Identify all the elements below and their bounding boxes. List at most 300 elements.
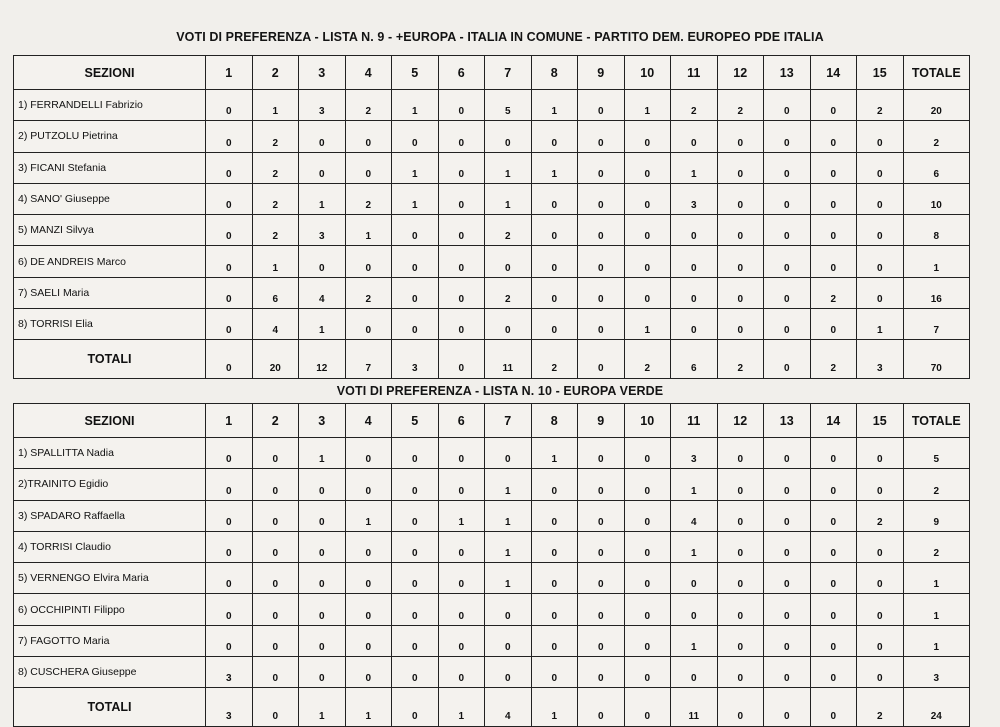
- header-section-6: 6: [438, 56, 485, 90]
- vote-cell: 0: [299, 500, 346, 531]
- header-section-2: 2: [252, 404, 299, 438]
- section-total: 3: [857, 340, 904, 379]
- section-total: 0: [252, 688, 299, 727]
- vote-cell: 1: [857, 309, 904, 340]
- vote-cell: 0: [810, 625, 857, 656]
- table-row: [14, 531, 970, 562]
- candidate-total: 3: [903, 657, 970, 688]
- vote-cell: 0: [438, 469, 485, 500]
- vote-cell: 0: [299, 563, 346, 594]
- header-section-10: 10: [624, 56, 671, 90]
- vote-cell: 0: [206, 215, 253, 246]
- section-total: 0: [764, 688, 811, 727]
- vote-cell: 0: [299, 594, 346, 625]
- vote-cell: 0: [392, 215, 439, 246]
- vote-cell: 0: [857, 657, 904, 688]
- vote-cell: 0: [810, 121, 857, 152]
- vote-cell: 0: [299, 625, 346, 656]
- vote-cell: 0: [438, 183, 485, 214]
- vote-cell: 0: [671, 594, 718, 625]
- vote-cell: 1: [671, 625, 718, 656]
- vote-cell: 0: [299, 246, 346, 277]
- vote-cell: 0: [624, 594, 671, 625]
- candidate-total: 1: [903, 563, 970, 594]
- header-totale: TOTALE: [903, 404, 970, 438]
- vote-cell: 0: [857, 594, 904, 625]
- vote-cell: 0: [299, 121, 346, 152]
- candidate-name: 7) FAGOTTO Maria: [14, 625, 206, 656]
- vote-cell: 2: [717, 90, 764, 121]
- section-total: 1: [345, 688, 392, 727]
- totals-label: TOTALI: [14, 688, 206, 727]
- vote-cell: 0: [578, 438, 625, 469]
- vote-cell: 1: [531, 152, 578, 183]
- candidate-name: 3) SPADARO Raffaella: [14, 500, 206, 531]
- candidate-total: 1: [903, 625, 970, 656]
- candidate-name: 4) TORRISI Claudio: [14, 531, 206, 562]
- vote-cell: 0: [857, 438, 904, 469]
- header-section-13: 13: [764, 404, 811, 438]
- table-row: [14, 469, 970, 500]
- table-row: [14, 277, 970, 308]
- vote-cell: 0: [206, 183, 253, 214]
- vote-cell: 0: [485, 438, 532, 469]
- vote-cell: 1: [299, 309, 346, 340]
- vote-cell: 0: [624, 625, 671, 656]
- candidate-total: 9: [903, 500, 970, 531]
- header-section-3: 3: [299, 56, 346, 90]
- vote-cell: 0: [578, 594, 625, 625]
- vote-cell: 0: [671, 563, 718, 594]
- header-section-9: 9: [578, 56, 625, 90]
- section-total: 0: [717, 688, 764, 727]
- vote-cell: 1: [671, 152, 718, 183]
- header-section-12: 12: [717, 404, 764, 438]
- vote-cell: 1: [624, 309, 671, 340]
- candidate-name: 6) DE ANDREIS Marco: [14, 246, 206, 277]
- grand-total: 24: [903, 688, 970, 727]
- vote-cell: 0: [717, 625, 764, 656]
- candidate-name: 6) OCCHIPINTI Filippo: [14, 594, 206, 625]
- section-total: 0: [764, 340, 811, 379]
- vote-cell: 2: [345, 183, 392, 214]
- vote-cell: 2: [857, 500, 904, 531]
- header-section-15: 15: [857, 404, 904, 438]
- vote-cell: 0: [485, 594, 532, 625]
- candidate-total: 1: [903, 594, 970, 625]
- preference-votes-table-lista-10: [13, 403, 970, 727]
- header-section-11: 11: [671, 56, 718, 90]
- vote-cell: 0: [345, 121, 392, 152]
- header-section-10: 10: [624, 404, 671, 438]
- vote-cell: 0: [438, 438, 485, 469]
- vote-cell: 1: [345, 215, 392, 246]
- table-row: [14, 309, 970, 340]
- candidate-name: 3) FICANI Stefania: [14, 152, 206, 183]
- vote-cell: 0: [392, 657, 439, 688]
- header-section-14: 14: [810, 56, 857, 90]
- vote-cell: 0: [299, 152, 346, 183]
- candidate-name: 5) VERNENGO Elvira Maria: [14, 563, 206, 594]
- vote-cell: 0: [345, 563, 392, 594]
- vote-cell: 2: [671, 90, 718, 121]
- vote-cell: 0: [624, 183, 671, 214]
- header-section-5: 5: [392, 56, 439, 90]
- vote-cell: 0: [531, 594, 578, 625]
- vote-cell: 1: [252, 90, 299, 121]
- vote-cell: 0: [717, 121, 764, 152]
- vote-cell: 0: [252, 657, 299, 688]
- vote-cell: 0: [485, 309, 532, 340]
- vote-cell: 1: [345, 500, 392, 531]
- table-row: [14, 594, 970, 625]
- vote-cell: 0: [345, 469, 392, 500]
- section-total: 12: [299, 340, 346, 379]
- vote-cell: 0: [438, 277, 485, 308]
- vote-cell: 0: [624, 152, 671, 183]
- vote-cell: 0: [671, 121, 718, 152]
- vote-cell: 0: [438, 90, 485, 121]
- vote-cell: 0: [438, 246, 485, 277]
- vote-cell: 0: [671, 215, 718, 246]
- vote-cell: 0: [624, 438, 671, 469]
- vote-cell: 0: [392, 531, 439, 562]
- vote-cell: 0: [206, 531, 253, 562]
- vote-cell: 2: [345, 277, 392, 308]
- vote-cell: 0: [578, 469, 625, 500]
- vote-cell: 3: [299, 90, 346, 121]
- vote-cell: 3: [299, 215, 346, 246]
- vote-cell: 0: [810, 246, 857, 277]
- totals-row: [14, 688, 970, 727]
- vote-cell: 0: [578, 625, 625, 656]
- section-total: 0: [206, 340, 253, 379]
- vote-cell: 1: [392, 152, 439, 183]
- vote-cell: 0: [252, 625, 299, 656]
- candidate-name: 1) FERRANDELLI Fabrizio: [14, 90, 206, 121]
- vote-cell: 0: [764, 657, 811, 688]
- section-total: 2: [624, 340, 671, 379]
- candidate-name: 5) MANZI Silvya: [14, 215, 206, 246]
- vote-cell: 0: [764, 625, 811, 656]
- vote-cell: 2: [485, 277, 532, 308]
- vote-cell: 0: [624, 531, 671, 562]
- vote-cell: 0: [717, 469, 764, 500]
- header-row: [14, 56, 970, 90]
- vote-cell: 0: [531, 469, 578, 500]
- vote-cell: 0: [392, 438, 439, 469]
- table-row: [14, 657, 970, 688]
- vote-cell: 3: [671, 438, 718, 469]
- vote-cell: 2: [252, 215, 299, 246]
- table-title-lista-10: VOTI DI PREFERENZA - LISTA N. 10 - EUROPA VERDE: [336, 384, 664, 398]
- section-total: 1: [531, 688, 578, 727]
- table-title-lista-9: VOTI DI PREFERENZA - LISTA N. 9 - +EUROPA - ITALIA IN COMUNE - PARTITO DEM. EUROPEO PDE ITALIA: [176, 30, 824, 44]
- totals-row: [14, 340, 970, 379]
- header-section-13: 13: [764, 56, 811, 90]
- vote-cell: 1: [671, 531, 718, 562]
- vote-cell: 2: [252, 121, 299, 152]
- header-row: [14, 404, 970, 438]
- vote-cell: 0: [392, 309, 439, 340]
- table-row: [14, 563, 970, 594]
- vote-cell: 0: [438, 563, 485, 594]
- vote-cell: 0: [624, 246, 671, 277]
- vote-cell: 0: [578, 309, 625, 340]
- vote-cell: 0: [624, 121, 671, 152]
- vote-cell: 0: [485, 246, 532, 277]
- header-section-7: 7: [485, 56, 532, 90]
- header-section-14: 14: [810, 404, 857, 438]
- vote-cell: 2: [857, 90, 904, 121]
- vote-cell: 0: [810, 531, 857, 562]
- vote-cell: 0: [299, 469, 346, 500]
- candidate-total: 6: [903, 152, 970, 183]
- header-section-8: 8: [531, 404, 578, 438]
- vote-cell: 0: [345, 152, 392, 183]
- vote-cell: 1: [299, 183, 346, 214]
- vote-cell: 0: [717, 438, 764, 469]
- vote-cell: 0: [810, 152, 857, 183]
- vote-cell: 0: [345, 246, 392, 277]
- vote-cell: 1: [671, 469, 718, 500]
- vote-cell: 1: [485, 152, 532, 183]
- section-total: 7: [345, 340, 392, 379]
- vote-cell: 0: [485, 657, 532, 688]
- vote-cell: 5: [485, 90, 532, 121]
- section-total: 2: [810, 340, 857, 379]
- vote-cell: 0: [764, 90, 811, 121]
- header-section-6: 6: [438, 404, 485, 438]
- vote-cell: 0: [392, 277, 439, 308]
- vote-cell: 1: [531, 438, 578, 469]
- vote-cell: 0: [717, 657, 764, 688]
- candidate-total: 2: [903, 531, 970, 562]
- vote-cell: 0: [206, 594, 253, 625]
- candidate-total: 10: [903, 183, 970, 214]
- vote-cell: 0: [857, 121, 904, 152]
- vote-cell: 0: [857, 625, 904, 656]
- vote-cell: 0: [857, 246, 904, 277]
- vote-cell: 0: [857, 563, 904, 594]
- section-total: 1: [299, 688, 346, 727]
- vote-cell: 0: [717, 246, 764, 277]
- vote-cell: 1: [485, 563, 532, 594]
- header-section-4: 4: [345, 56, 392, 90]
- vote-cell: 0: [578, 90, 625, 121]
- table-row: [14, 121, 970, 152]
- vote-cell: 0: [206, 90, 253, 121]
- candidate-name: 7) SAELI Maria: [14, 277, 206, 308]
- vote-cell: 0: [810, 563, 857, 594]
- vote-cell: 0: [206, 152, 253, 183]
- vote-cell: 0: [345, 309, 392, 340]
- vote-cell: 0: [299, 657, 346, 688]
- vote-cell: 0: [578, 246, 625, 277]
- vote-cell: 1: [299, 438, 346, 469]
- table-row: [14, 215, 970, 246]
- candidate-name: 2) PUTZOLU Pietrina: [14, 121, 206, 152]
- vote-cell: 0: [252, 469, 299, 500]
- vote-cell: 0: [206, 438, 253, 469]
- vote-cell: 1: [438, 500, 485, 531]
- vote-cell: 1: [485, 469, 532, 500]
- vote-cell: 0: [764, 215, 811, 246]
- vote-cell: 0: [671, 657, 718, 688]
- vote-cell: 0: [206, 246, 253, 277]
- vote-cell: 0: [810, 215, 857, 246]
- vote-cell: 1: [252, 246, 299, 277]
- vote-cell: 0: [531, 183, 578, 214]
- vote-cell: 0: [578, 121, 625, 152]
- grand-total: 70: [903, 340, 970, 379]
- vote-cell: 0: [578, 500, 625, 531]
- vote-cell: 0: [810, 438, 857, 469]
- candidate-total: 2: [903, 469, 970, 500]
- vote-cell: 0: [671, 309, 718, 340]
- vote-cell: 0: [578, 183, 625, 214]
- table-row: [14, 500, 970, 531]
- header-section-8: 8: [531, 56, 578, 90]
- vote-cell: 0: [624, 657, 671, 688]
- vote-cell: 0: [252, 500, 299, 531]
- table-row: [14, 183, 970, 214]
- vote-cell: 0: [624, 469, 671, 500]
- vote-cell: 0: [717, 309, 764, 340]
- vote-cell: 0: [624, 277, 671, 308]
- vote-cell: 0: [717, 594, 764, 625]
- vote-cell: 0: [252, 563, 299, 594]
- vote-cell: 1: [624, 90, 671, 121]
- vote-cell: 1: [392, 183, 439, 214]
- header-section-11: 11: [671, 404, 718, 438]
- header-section-5: 5: [392, 404, 439, 438]
- vote-cell: 0: [810, 309, 857, 340]
- vote-cell: 0: [206, 500, 253, 531]
- vote-cell: 1: [392, 90, 439, 121]
- vote-cell: 0: [345, 657, 392, 688]
- vote-cell: 0: [206, 309, 253, 340]
- vote-cell: 0: [764, 183, 811, 214]
- vote-cell: 0: [857, 152, 904, 183]
- section-total: 1: [438, 688, 485, 727]
- vote-cell: 3: [671, 183, 718, 214]
- candidate-total: 16: [903, 277, 970, 308]
- vote-cell: 0: [345, 531, 392, 562]
- vote-cell: 0: [717, 531, 764, 562]
- vote-cell: 2: [252, 152, 299, 183]
- vote-cell: 4: [299, 277, 346, 308]
- vote-cell: 0: [624, 563, 671, 594]
- vote-cell: 0: [764, 594, 811, 625]
- vote-cell: 0: [764, 563, 811, 594]
- vote-cell: 0: [531, 531, 578, 562]
- vote-cell: 0: [810, 594, 857, 625]
- header-totale: TOTALE: [903, 56, 970, 90]
- vote-cell: 0: [438, 215, 485, 246]
- vote-cell: 0: [764, 531, 811, 562]
- vote-cell: 0: [717, 277, 764, 308]
- vote-cell: 0: [857, 215, 904, 246]
- vote-cell: 0: [206, 277, 253, 308]
- candidate-name: 4) SANO' Giuseppe: [14, 183, 206, 214]
- vote-cell: 0: [206, 469, 253, 500]
- vote-cell: 0: [578, 657, 625, 688]
- vote-cell: 0: [392, 246, 439, 277]
- candidate-total: 1: [903, 246, 970, 277]
- vote-cell: 0: [857, 531, 904, 562]
- vote-cell: 0: [810, 469, 857, 500]
- header-section-3: 3: [299, 404, 346, 438]
- vote-cell: 3: [206, 657, 253, 688]
- table-row: [14, 152, 970, 183]
- vote-cell: 0: [438, 594, 485, 625]
- candidate-total: 20: [903, 90, 970, 121]
- vote-cell: 0: [671, 246, 718, 277]
- section-total: 0: [438, 340, 485, 379]
- vote-cell: 0: [531, 625, 578, 656]
- section-total: 0: [624, 688, 671, 727]
- vote-cell: 0: [206, 121, 253, 152]
- vote-cell: 0: [764, 277, 811, 308]
- vote-cell: 0: [206, 625, 253, 656]
- section-total: 0: [392, 688, 439, 727]
- vote-cell: 0: [764, 309, 811, 340]
- candidate-total: 8: [903, 215, 970, 246]
- header-section-1: 1: [206, 56, 253, 90]
- preference-votes-table-lista-9: [13, 55, 970, 379]
- vote-cell: 0: [624, 215, 671, 246]
- vote-cell: 2: [810, 277, 857, 308]
- table-row: [14, 438, 970, 469]
- table-row: [14, 625, 970, 656]
- table-row: [14, 246, 970, 277]
- vote-cell: 0: [531, 246, 578, 277]
- header-sezioni: SEZIONI: [14, 56, 206, 90]
- vote-cell: 0: [531, 563, 578, 594]
- candidate-name: 1) SPALLITTA Nadia: [14, 438, 206, 469]
- header-section-7: 7: [485, 404, 532, 438]
- vote-cell: 0: [485, 625, 532, 656]
- section-total: 4: [485, 688, 532, 727]
- vote-cell: 1: [485, 500, 532, 531]
- vote-cell: 0: [392, 625, 439, 656]
- candidate-name: 8) TORRISI Elia: [14, 309, 206, 340]
- header-section-15: 15: [857, 56, 904, 90]
- vote-cell: 2: [345, 90, 392, 121]
- vote-cell: 0: [717, 183, 764, 214]
- vote-cell: 0: [810, 90, 857, 121]
- vote-cell: 0: [764, 469, 811, 500]
- vote-cell: 0: [578, 215, 625, 246]
- vote-cell: 0: [810, 657, 857, 688]
- vote-cell: 0: [717, 215, 764, 246]
- section-total: 20: [252, 340, 299, 379]
- candidate-name: 8) CUSCHERA Giuseppe: [14, 657, 206, 688]
- candidate-total: 2: [903, 121, 970, 152]
- vote-cell: 2: [485, 215, 532, 246]
- vote-cell: 0: [810, 500, 857, 531]
- vote-cell: 0: [764, 438, 811, 469]
- vote-cell: 6: [252, 277, 299, 308]
- vote-cell: 0: [671, 277, 718, 308]
- section-total: 6: [671, 340, 718, 379]
- vote-cell: 0: [206, 563, 253, 594]
- vote-cell: 0: [764, 500, 811, 531]
- candidate-name: 2)TRAINITO Egidio: [14, 469, 206, 500]
- candidate-total: 7: [903, 309, 970, 340]
- vote-cell: 0: [392, 121, 439, 152]
